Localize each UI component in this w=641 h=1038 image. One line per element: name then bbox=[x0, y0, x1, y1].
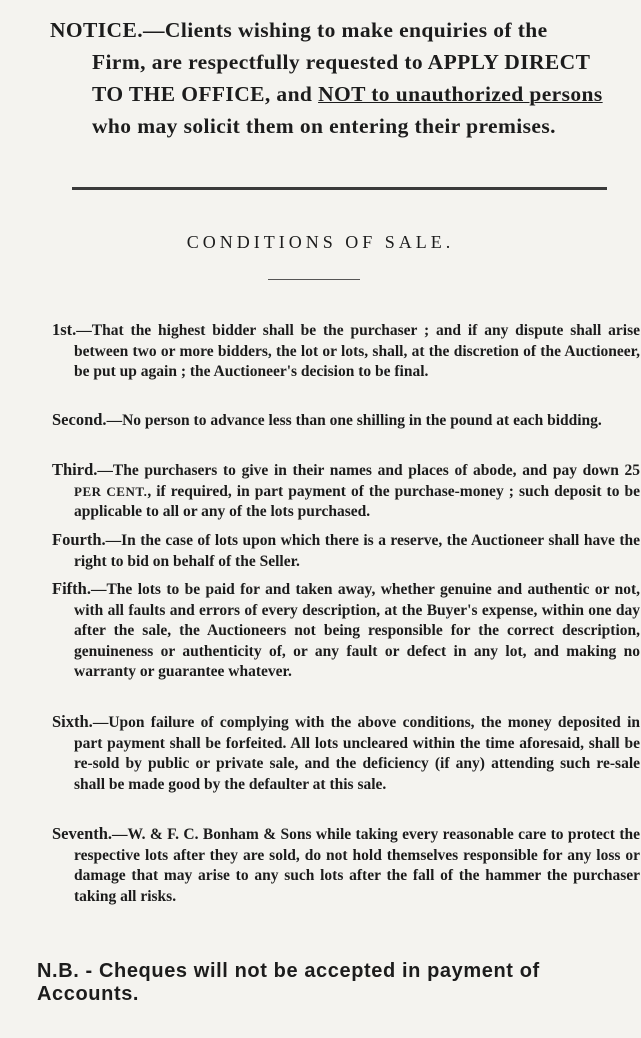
condition-text: —No person to advance less than one shilling in the pound at each bidding. bbox=[106, 412, 602, 429]
condition-text-continued: , if required, in part payment of the purchase-money ; such deposit to be applicable to all or any of the lots purchased. bbox=[74, 482, 640, 520]
condition-first bbox=[52, 320, 640, 383]
condition-seventh bbox=[52, 824, 640, 907]
condition-label: Second. bbox=[52, 410, 107, 429]
condition-second bbox=[52, 410, 640, 432]
condition-label: Fourth. bbox=[52, 530, 106, 549]
condition-label: Fifth. bbox=[52, 579, 91, 598]
divider-rule bbox=[72, 187, 607, 190]
condition-label: 1st. bbox=[52, 320, 77, 339]
condition-text: —Upon failure of complying with the above conditions, the money deposited in part payment shall be forfeited. All lots uncleared within the time aforesaid, shall be re-sold by public or private sale, and the deficiency (if any) attending such re-sale shall be made good by the defaulter at this sale. bbox=[74, 714, 640, 793]
cheques-notice: N.B. - Cheques will not be accepted in payment of Accounts. bbox=[37, 960, 540, 1005]
condition-text: —In the case of lots upon which there is a reserve, the Auctioneer shall have the right to bid on behalf of the Seller. bbox=[74, 532, 640, 570]
condition-fifth bbox=[52, 579, 640, 683]
condition-text: —That the highest bidder shall be the purchaser ; and if any dispute shall arise between two or more bidders, the lot or lots, shall, at the discretion of the Auctioneer, be put up again ; the Auctioneer's decision to be final. bbox=[74, 322, 640, 380]
per-cent-text: PER CENT. bbox=[74, 483, 148, 499]
notice-paragraph bbox=[50, 14, 625, 142]
condition-label: Third. bbox=[52, 460, 98, 479]
notice-underlined-text: NOT to unauthorized persons bbox=[318, 82, 603, 106]
condition-label: Seventh. bbox=[52, 824, 113, 843]
notice-line-2: Firm, are respectfully requested to APPLY DIRECT bbox=[92, 50, 591, 74]
notice-line-3: TO THE OFFICE, and bbox=[92, 82, 319, 106]
section-heading: CONDITIONS OF SALE. bbox=[186, 232, 455, 252]
notice-line-1: NOTICE.—Clients wishing to make enquiries of the bbox=[50, 18, 548, 42]
condition-third bbox=[52, 460, 640, 523]
condition-fourth bbox=[52, 530, 640, 572]
condition-label: Sixth. bbox=[52, 712, 93, 731]
condition-text: —W. & F. C. Bonham & Sons while taking every reasonable care to protect the respective lots after they are sold, do not hold themselves responsible for any loss or damage that may arise to any such lots after the fall of the hammer the purchaser taking all risks. bbox=[74, 826, 640, 905]
condition-sixth bbox=[52, 712, 640, 795]
notice-line-4: who may solicit them on entering their premises. bbox=[92, 114, 556, 138]
heading-underline-rule bbox=[268, 279, 360, 280]
condition-text: —The purchasers to give in their names and places of abode, and pay down 25 bbox=[97, 462, 640, 479]
condition-text: —The lots to be paid for and taken away, whether genuine and authentic or not, with all faults and errors of every description, at the Buyer's expense, within one day after the sale, the Auctioneers not being responsible for the correct description, genuineness or authenticity of, or any fault or defect in any lot, and making no warranty or guarantee whatever. bbox=[74, 581, 640, 680]
